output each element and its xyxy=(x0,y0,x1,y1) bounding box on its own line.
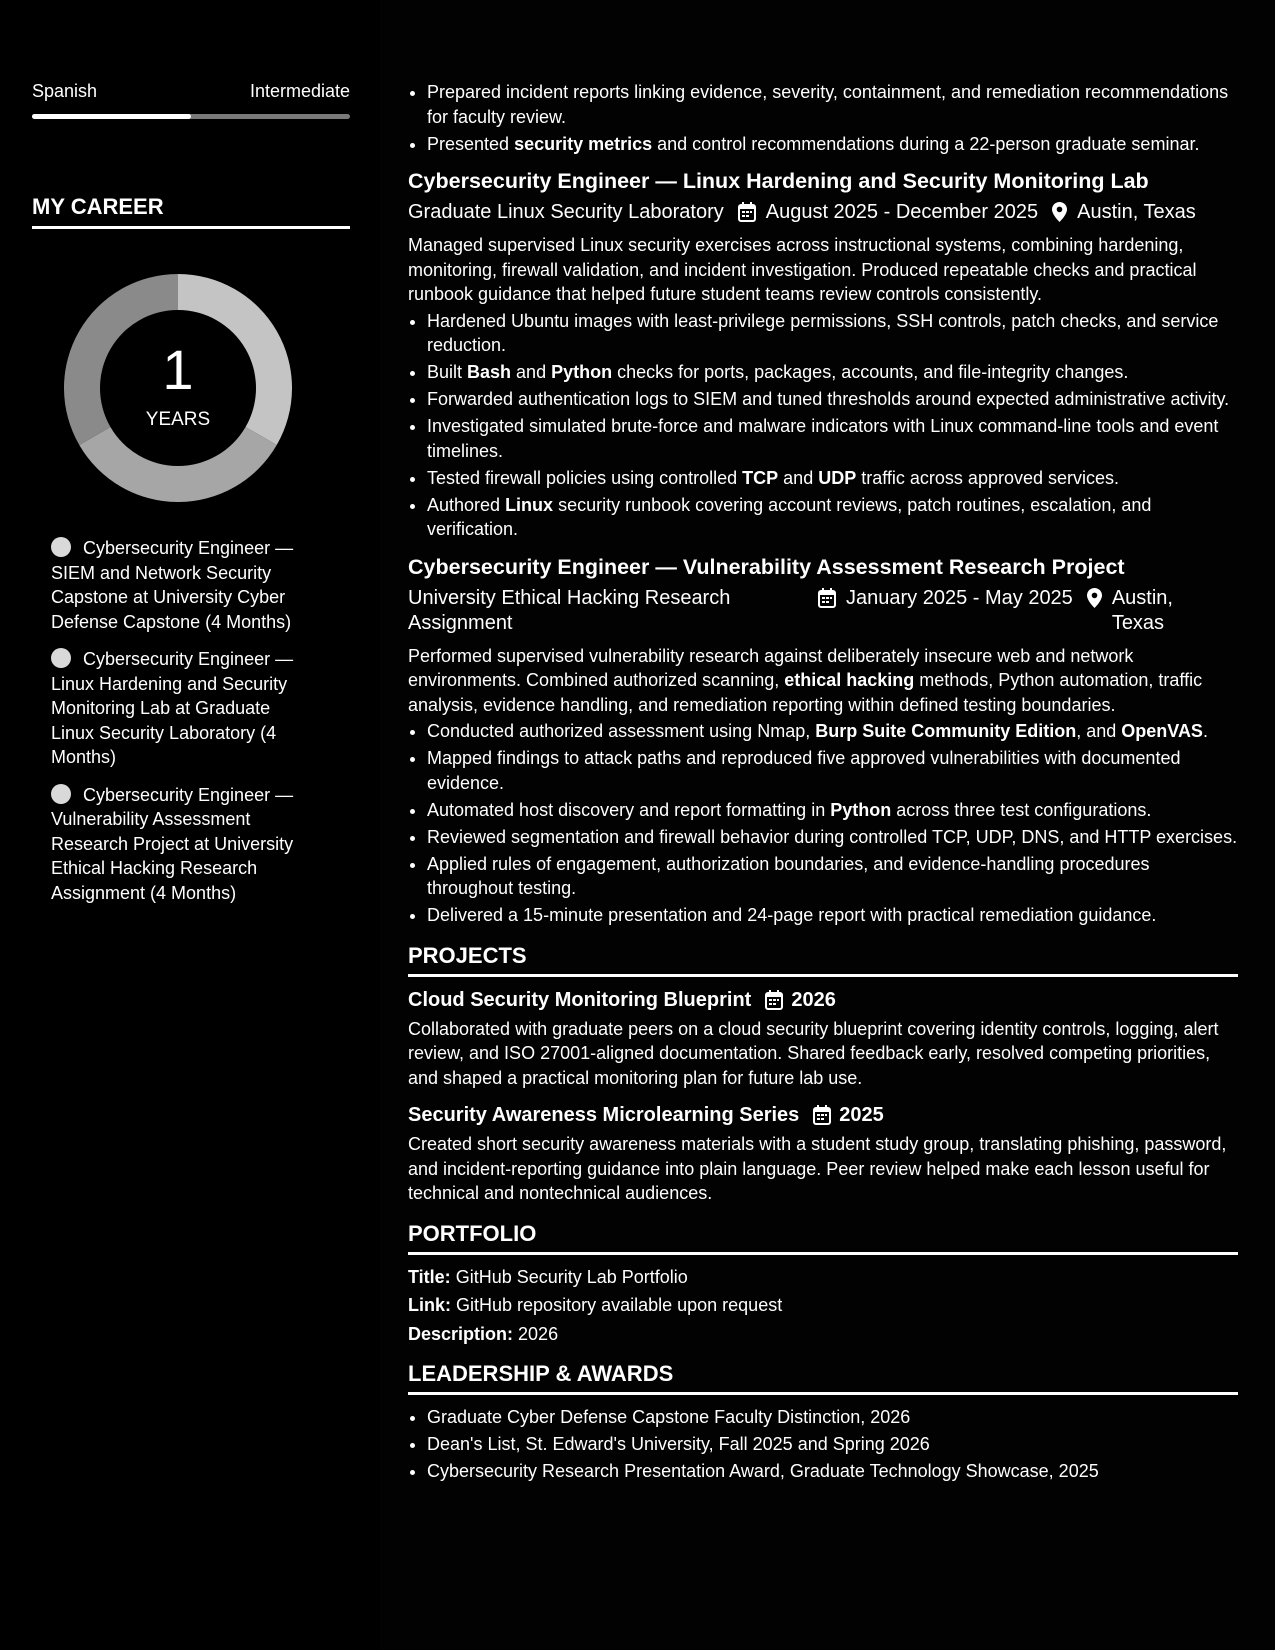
project-entry xyxy=(408,1102,1238,1206)
map-pin-icon xyxy=(1052,202,1067,222)
bold-text: Bash xyxy=(467,362,512,382)
job-entry xyxy=(408,168,1238,542)
sidebar xyxy=(0,0,380,1650)
map-pin-icon xyxy=(1087,588,1102,608)
job-bullets xyxy=(408,719,1238,928)
calendar-icon xyxy=(818,588,836,608)
bullet-item: • Forwarded authentication logs to SIEM and tuned thresholds around expected administrative activity. xyxy=(427,387,1238,412)
career-item-text: Cybersecurity Engineer — Vulnerability Assessment Research Project at University Ethical Hacking Research Assignment (4 Months) xyxy=(51,784,294,903)
circle-dot-icon xyxy=(51,784,71,804)
portfolio-heading: PORTFOLIO xyxy=(408,1220,1238,1255)
portfolio-link-label: Link: xyxy=(408,1295,451,1315)
bullet-item: • Investigated simulated brute-force and malware indicators with Linux command-line tools and event timelines. xyxy=(427,414,1238,463)
bullet-item: • Delivered a 15-minute presentation and 24-page report with practical remediation guidance. xyxy=(427,903,1238,928)
bold-text: security metrics xyxy=(514,133,653,154)
job-location-text: Austin, Texas xyxy=(1111,586,1173,634)
donut-segment-2 xyxy=(79,427,276,502)
bold-text: ethical hacking xyxy=(784,670,915,690)
resume-content xyxy=(408,80,1238,1486)
job-dates-text: January 2025 - May 2025 xyxy=(846,586,1073,609)
calendar-icon xyxy=(738,202,756,222)
career-heading: MY CAREER xyxy=(32,194,350,229)
bullet-item: • Hardened Ubuntu images with least-privilege permissions, SSH controls, patch checks, and service reduction. xyxy=(427,309,1238,358)
bullet-item: • Conducted authorized assessment using Nmap, Burp Suite Community Edition, and OpenVAS. xyxy=(427,719,1238,744)
calendar-icon xyxy=(813,1105,831,1125)
project-entry xyxy=(408,987,1238,1091)
job-title: Cybersecurity Engineer — Vulnerability Assessment Research Project xyxy=(408,554,1125,579)
career-item xyxy=(51,647,313,770)
job-location xyxy=(1052,200,1196,225)
project-year: 2026 xyxy=(791,988,836,1011)
project-description: Created short security awareness materials with a student study group, translating phishing, password, and incident-reporting guidance into plain language. Peer review helped make each lesson useful for technical and nontechnical audiences. xyxy=(408,1134,1227,1203)
portfolio-link xyxy=(408,1293,1238,1318)
language-level: Intermediate xyxy=(249,81,350,101)
project-title-row xyxy=(408,987,1238,1013)
job-title: Cybersecurity Engineer — Linux Hardening and Security Monitoring Lab xyxy=(408,169,1149,193)
bullet-item: • Authored Linux security runbook covering account reviews, patch routines, escalation, and verification. xyxy=(427,493,1238,542)
award-item: • Graduate Cyber Defense Capstone Faculty Distinction, 2026 xyxy=(427,1405,1238,1430)
calendar-icon xyxy=(765,990,783,1010)
bullet-item: • Tested firewall policies using controlled TCP and UDP traffic across approved services. xyxy=(427,466,1238,491)
awards-heading: LEADERSHIP & AWARDS xyxy=(408,1360,1238,1395)
job-dates xyxy=(818,586,1073,636)
circle-dot-icon xyxy=(51,537,71,557)
career-item xyxy=(51,536,313,634)
job-organization: Graduate Linux Security Laboratory xyxy=(408,201,724,223)
career-item-text: Cybersecurity Engineer — SIEM and Network Security Capstone at University Cyber Defense Capstone (4 Months) xyxy=(51,538,294,632)
job-dates-text: August 2025 - December 2025 xyxy=(765,201,1039,223)
project-title: Security Awareness Microlearning Series xyxy=(408,1104,800,1126)
job-meta xyxy=(408,586,1238,636)
language-name: Spanish xyxy=(32,81,98,101)
previous-job-bullets xyxy=(408,80,1238,156)
portfolio-title xyxy=(408,1265,1238,1290)
portfolio-description-value: 2026 xyxy=(518,1323,559,1344)
circle-dot-icon xyxy=(51,648,71,668)
awards-list xyxy=(408,1405,1238,1484)
project-title-row xyxy=(408,1102,1238,1128)
bold-text: Python xyxy=(830,799,892,820)
job-organization: University Ethical Hacking Research Assignment xyxy=(408,586,731,634)
bold-text: UDP xyxy=(818,467,857,488)
bold-text: Linux xyxy=(505,494,554,515)
career-list xyxy=(51,536,313,918)
portfolio-description xyxy=(408,1322,1238,1347)
bullet-item: • Mapped findings to attack paths and reproduced five approved vulnerabilities with documented evidence. xyxy=(427,746,1238,795)
award-item: • Cybersecurity Research Presentation Award, Graduate Technology Showcase, 2025 xyxy=(427,1459,1238,1484)
career-item-text: Cybersecurity Engineer — Linux Hardening and Security Monitoring Lab at Graduate Linux Security Laboratory (4 Months) xyxy=(51,649,294,767)
language-row xyxy=(32,81,350,102)
bold-text: Burp Suite Community Edition xyxy=(815,721,1077,741)
portfolio-description-label: Description: xyxy=(408,1323,514,1344)
bold-text: TCP xyxy=(742,467,779,488)
bullet-item: • Built Bash and Python checks for ports, packages, accounts, and file-integrity changes. xyxy=(427,360,1238,385)
career-years-label: YEARS xyxy=(145,409,211,430)
bullet-item: • Automated host discovery and report formatting in Python across three test configurations. xyxy=(427,798,1238,823)
language-proficiency-fill xyxy=(32,114,191,119)
award-item: • Dean's List, St. Edward's University, Fall 2025 and Spring 2026 xyxy=(427,1432,1238,1457)
projects-heading: PROJECTS xyxy=(408,942,1238,977)
language-proficiency-bar xyxy=(32,114,350,119)
job-meta xyxy=(408,200,1238,225)
bullet-item: • Prepared incident reports linking evidence, severity, containment, and remediation recommendations for faculty review. xyxy=(427,80,1238,129)
job-location-text: Austin, Texas xyxy=(1077,201,1196,223)
bullet-item: • Presented security metrics and control recommendations during a 22-person graduate seminar. xyxy=(427,132,1238,157)
job-entry xyxy=(408,554,1238,928)
project-description: Collaborated with graduate peers on a cloud security blueprint covering identity controls, logging, alert review, and ISO 27001-aligned documentation. Shared feedback early, resolved competing priorities, and shaped a practical monitoring plan for future lab use. xyxy=(408,1018,1219,1088)
portfolio-title-value: GitHub Security Lab Portfolio xyxy=(455,1266,688,1287)
portfolio-link-value: GitHub repository available upon request xyxy=(456,1295,783,1315)
job-location xyxy=(1087,586,1187,636)
job-summary: Performed supervised vulnerability research against deliberately insecure web and network environments. Combined authorized scanning, ethical hacking methods, Python automation, traffic analysis, evidence handling, and remediation reporting within defined testing boundaries. xyxy=(408,645,1203,715)
job-summary: Managed supervised Linux security exercises across instructional systems, combining hardening, monitoring, firewall validation, and incident investigation. Produced repeatable checks and practical runbook guidance that helped future student teams review controls consistently. xyxy=(408,235,1197,304)
portfolio-title-label: Title: xyxy=(408,1266,451,1287)
bullet-item: • Applied rules of engagement, authorization boundaries, and evidence-handling procedures throughout testing. xyxy=(427,852,1238,901)
bullet-item: • Reviewed segmentation and firewall behavior during controlled TCP, UDP, DNS, and HTTP exercises. xyxy=(427,825,1238,850)
project-year: 2025 xyxy=(839,1104,884,1126)
career-years-number: 1 xyxy=(162,338,194,401)
career-item xyxy=(51,783,313,906)
project-title: Cloud Security Monitoring Blueprint xyxy=(408,988,752,1011)
job-bullets xyxy=(408,309,1238,542)
bold-text: Python xyxy=(551,362,613,382)
job-dates xyxy=(738,200,1038,225)
bold-text: OpenVAS xyxy=(1121,721,1203,741)
